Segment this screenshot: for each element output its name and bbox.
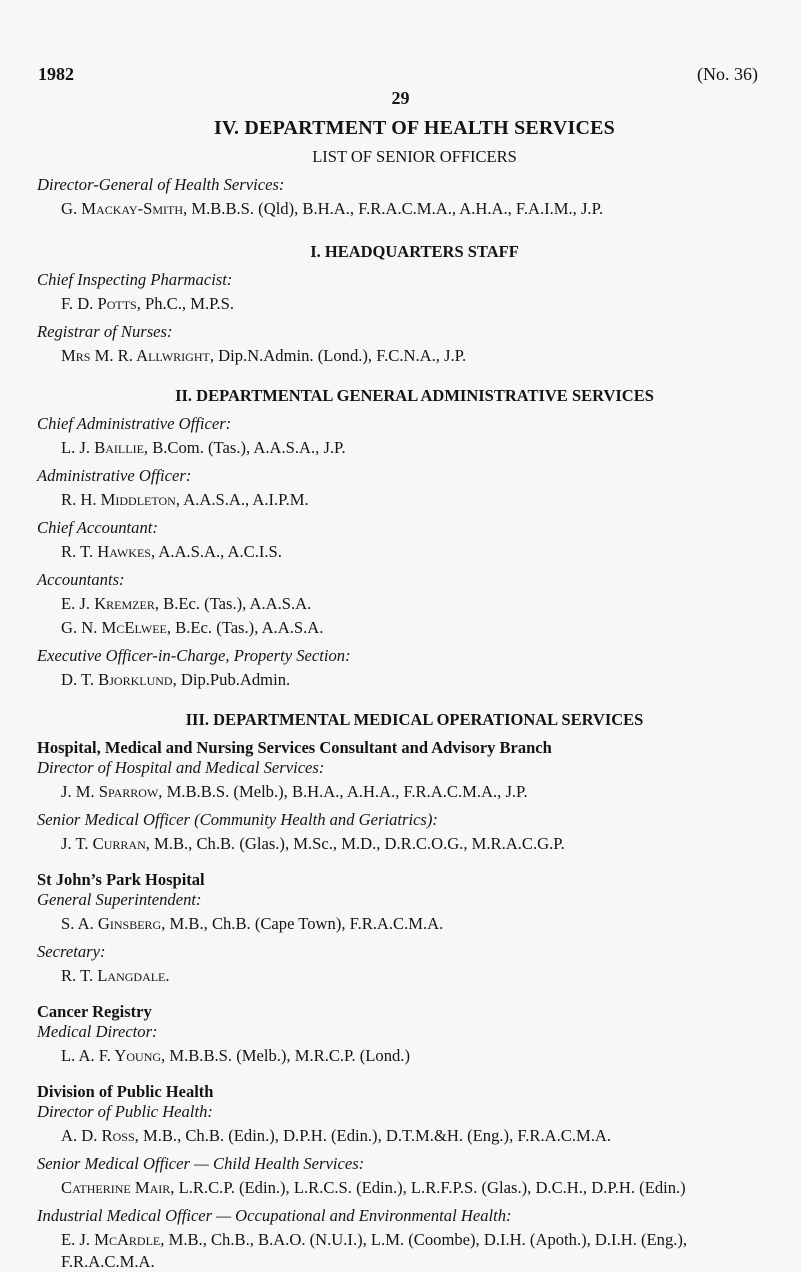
officer-qualifications: A.A.S.A., A.C.I.S. <box>155 542 282 561</box>
officer-surname: R. T. Langdale. <box>61 966 170 985</box>
officer-surname: R. T. Hawkes, <box>61 542 156 561</box>
position-title: Director-General of Health Services: <box>37 175 285 194</box>
officer-surname: S. A. Ginsberg, <box>61 914 166 933</box>
officer-surname: G. Mackay-Smith, <box>61 199 188 218</box>
officer-qualifications: Dip.N.Admin. (Lond.), F.C.N.A., J.P. <box>213 346 467 365</box>
officer-name <box>37 346 772 366</box>
officer-qualifications: M.B.B.S. (Melb.), B.H.A., A.H.A., F.R.A.C.M.A., J.P. <box>162 782 528 801</box>
officer-qualifications: B.Ec. (Tas.), A.A.S.A. <box>171 618 324 637</box>
officer-qualifications: M.B., Ch.B., B.A.O. (N.U.I.), L.M. (Coombe), D.I.H. (Apoth.), D.I.H. (Eng.), <box>164 1230 688 1249</box>
gazette-number: (No. 36) <box>697 64 758 84</box>
position-title: Chief Accountant: <box>37 518 158 537</box>
position-title: Executive Officer-in-Charge, Property Section: <box>37 646 351 665</box>
officer-surname: J. M. Sparrow, <box>61 782 163 801</box>
officer-qualifications: M.B., Ch.B. (Edin.), D.P.H. (Edin.), D.T.M.&H. (Eng.), F.R.A.C.M.A. <box>138 1126 612 1145</box>
position-title: Chief Inspecting Pharmacist: <box>37 270 233 289</box>
officer-name <box>37 966 772 986</box>
unit-heading: Hospital, Medical and Nursing Services Consultant and Advisory Branch <box>37 738 552 757</box>
position-title: Medical Director: <box>37 1022 158 1041</box>
officer-qualifications: M.B., Ch.B. (Cape Town), F.R.A.C.M.A. <box>165 914 444 933</box>
officer-qualifications: M.B., Ch.B. (Glas.), M.Sc., M.D., D.R.C.O.G., M.R.A.C.G.P. <box>149 834 565 853</box>
officer-qualifications: Ph.C., M.P.S. <box>140 294 235 313</box>
position-title: Industrial Medical Officer — Occupational and Environmental Health: <box>37 1206 512 1225</box>
officer-name <box>37 782 772 802</box>
officer-surname: E. J. McArdle, <box>61 1230 165 1249</box>
position-title: Director of Public Health: <box>37 1102 213 1121</box>
section-heading: III. DEPARTMENTAL MEDICAL OPERATIONAL SERVICES <box>185 710 644 729</box>
officer-name <box>37 618 772 638</box>
officer-qualifications: A.A.S.A., A.I.P.M. <box>179 490 309 509</box>
position-title: Registrar of Nurses: <box>37 322 173 341</box>
unit-heading: Division of Public Health <box>37 1082 214 1101</box>
officer-surname: R. H. Middleton, <box>61 490 180 509</box>
section-heading: II. DEPARTMENTAL GENERAL ADMINISTRATIVE SERVICES <box>175 386 654 405</box>
officer-name <box>37 834 772 854</box>
officer-name <box>37 542 772 562</box>
position-title: Secretary: <box>37 942 106 961</box>
officer-surname: L. J. Baillie, <box>61 438 149 457</box>
officer-name <box>37 1178 772 1198</box>
unit-heading: Cancer Registry <box>37 1002 152 1021</box>
officer-qualifications-continued: F.R.A.C.M.A. <box>61 1252 155 1271</box>
position-title: Accountants: <box>37 570 125 589</box>
officer-name <box>37 294 772 314</box>
page-number: 29 <box>391 88 410 108</box>
officer-name <box>37 670 772 690</box>
year-header: 1982 <box>38 64 74 84</box>
position-title: Senior Medical Officer (Community Health and Geriatrics): <box>37 810 438 829</box>
officer-surname: F. D. Potts, <box>61 294 141 313</box>
officer-qualifications: L.R.C.P. (Edin.), L.R.C.S. (Edin.), L.R.F.P.S. (Glas.), D.C.H., D.P.H. (Edin.) <box>174 1178 686 1197</box>
officer-qualifications: B.Com. (Tas.), A.A.S.A., J.P. <box>148 438 346 457</box>
officer-surname: G. N. McElwee, <box>61 618 172 637</box>
officer-name <box>37 490 772 510</box>
officer-name <box>37 1230 772 1250</box>
position-title: Director of Hospital and Medical Services: <box>37 758 325 777</box>
position-title: Administrative Officer: <box>37 466 192 485</box>
position-title: Senior Medical Officer — Child Health Services: <box>37 1154 365 1173</box>
department-heading: IV. DEPARTMENT OF HEALTH SERVICES <box>213 117 616 139</box>
section-heading: I. HEADQUARTERS STAFF <box>310 242 519 261</box>
document-body <box>37 114 772 1272</box>
position-title: General Superintendent: <box>37 890 202 909</box>
officer-surname: D. T. Bjorklund, <box>61 670 177 689</box>
officer-name <box>37 1046 772 1066</box>
list-subtitle: LIST OF SENIOR OFFICERS <box>312 147 517 166</box>
officer-name <box>37 914 772 934</box>
position-title: Chief Administrative Officer: <box>37 414 232 433</box>
officer-qualifications: B.Ec. (Tas.), A.A.S.A. <box>159 594 312 613</box>
officer-surname: Catherine Mair, <box>61 1178 175 1197</box>
unit-heading: St John’s Park Hospital <box>37 870 205 889</box>
officer-name <box>37 438 772 458</box>
officer-surname: E. J. Kremzer, <box>61 594 159 613</box>
officer-name <box>37 199 772 219</box>
officer-qualifications: Dip.Pub.Admin. <box>176 670 291 689</box>
officer-surname: L. A. F. Young, <box>61 1046 166 1065</box>
officer-surname: J. T. Curran, <box>61 834 150 853</box>
officer-name <box>37 1126 772 1146</box>
officer-qualifications: M.B.B.S. (Qld), B.H.A., F.R.A.C.M.A., A.H.A., F.A.I.M., J.P. <box>187 199 604 218</box>
officer-surname: Mrs M. R. Allwright, <box>61 346 214 365</box>
officer-surname: A. D. Ross, <box>61 1126 139 1145</box>
officer-name <box>37 594 772 614</box>
officer-qualifications: M.B.B.S. (Melb.), M.R.C.P. (Lond.) <box>165 1046 410 1065</box>
